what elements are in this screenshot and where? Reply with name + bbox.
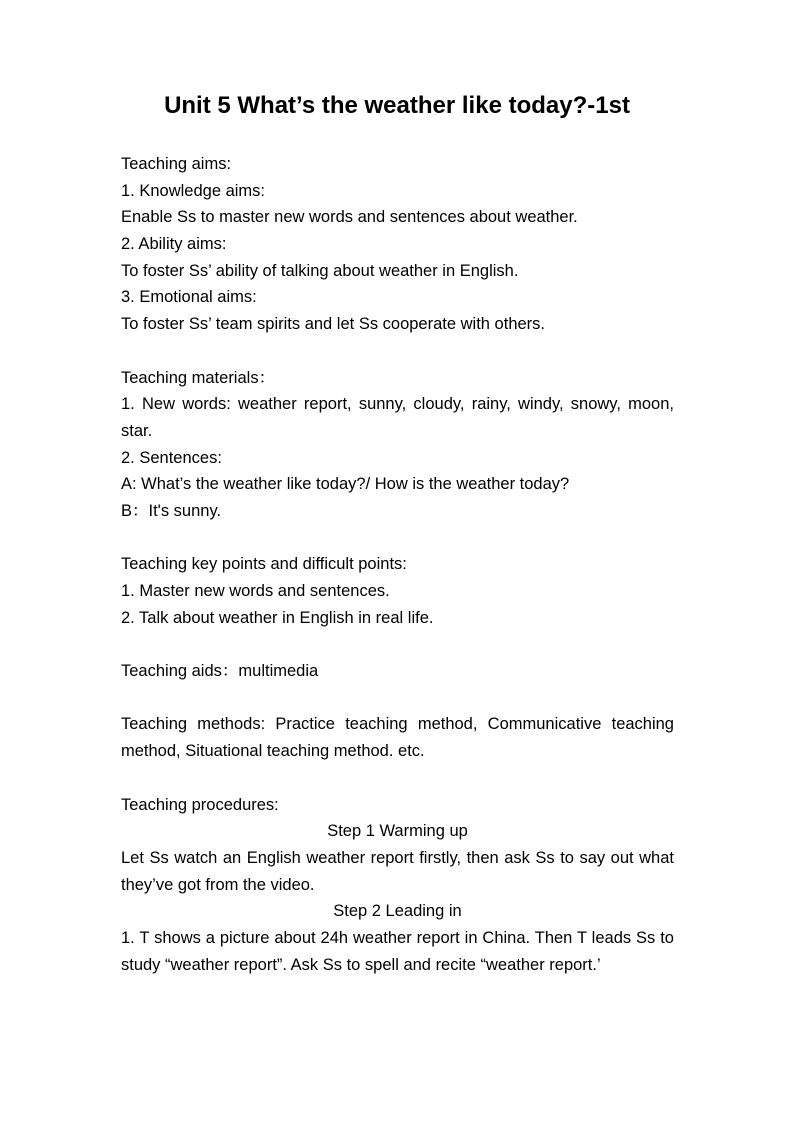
teaching-aids: Teaching aids：multimedia (121, 662, 319, 681)
new-words-paragraph: 1. New words: weather report, sunny, cloudy, rainy, windy, snowy, moon, star. (121, 395, 674, 440)
document-body (121, 151, 674, 978)
teaching-materials-heading: Teaching materials： (121, 368, 276, 387)
key-points-heading: Teaching key points and difficult points: (121, 555, 407, 574)
blank-line (121, 525, 674, 552)
knowledge-aims-text: Enable Ss to master new words and sentences about weather. (121, 208, 578, 227)
step-1-title: Step 1 Warming up (327, 822, 468, 841)
blank-line (121, 685, 674, 712)
teaching-aims-heading: Teaching aims: (121, 155, 232, 173)
emotional-aims-text: To foster Ss’ team spirits and let Ss cooperate with others. (121, 315, 545, 334)
step-2-paragraph: 1. T shows a picture about 24h weather report in China. Then T leads Ss to study “weather report”. Ask Ss to spell and recite “weather report.’ (121, 929, 674, 974)
teaching-procedures-heading: Teaching procedures: (121, 795, 279, 814)
step-1-paragraph: Let Ss watch an English weather report firstly, then ask Ss to say out what they’ve got from the video. (121, 848, 674, 894)
key-point-2: 2. Talk about weather in English in real life. (121, 608, 434, 627)
document-title: Unit 5 What’s the weather like today?-1st (164, 92, 630, 119)
knowledge-aims-heading: 1. Knowledge aims: (121, 181, 265, 200)
blank-line (121, 338, 674, 365)
key-point-1: 1. Master new words and sentences. (121, 582, 390, 601)
emotional-aims-heading: 3. Emotional aims: (121, 288, 257, 307)
sentences-heading: 2. Sentences: (121, 448, 222, 467)
ability-aims-text: To foster Ss’ ability of talking about weather in English. (121, 261, 519, 280)
step-2-title: Step 2 Leading in (333, 902, 462, 921)
sentence-a: A: What’s the weather like today?/ How is the weather today? (121, 475, 570, 494)
blank-line (121, 765, 674, 792)
blank-line (121, 631, 674, 658)
teaching-methods-paragraph: Teaching methods: Practice teaching method, Communicative teaching method, Situational teaching method. etc. (121, 715, 674, 761)
sentence-b: B：It's sunny. (121, 501, 222, 520)
ability-aims-heading: 2. Ability aims: (121, 235, 227, 254)
